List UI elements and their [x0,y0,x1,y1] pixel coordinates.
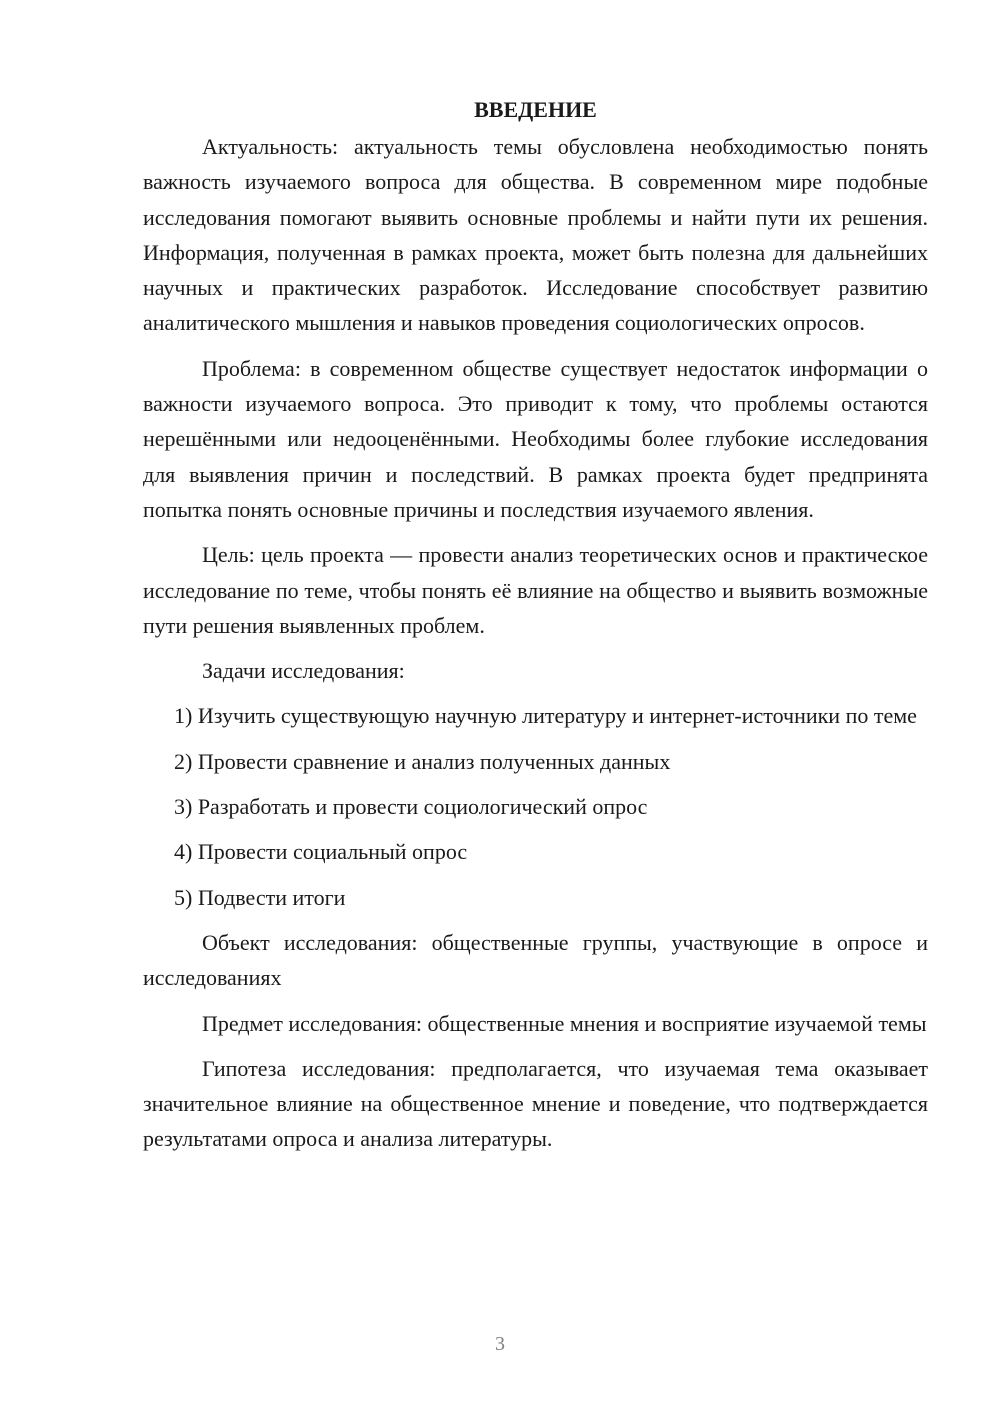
section-title: ВВЕДЕНИЕ [474,97,597,122]
task-item: 2) Провести сравнение и анализ полученных данных [174,748,671,774]
page-number: 3 [495,1333,505,1355]
tasks-list [143,698,928,914]
paragraph-relevance: Актуальность: актуальность темы обусловлена необходимостью понять важность изучаемого вопроса для общества. В современном мире подобные исследования помогают выявить основные проблемы и найти пути их решения. Информация, полученная в рамках проекта, может быть полезна для дальнейших научных и практических разработок. Исследование способствует развитию аналитического мышления и навыков проведения социологических опросов. [143,134,928,336]
paragraph-problem: Проблема: в современном обществе существует недостаток информации о важности изучаемого вопроса. Это приводит к тому, что проблемы остаются нерешёнными или недооценёнными. Необходимы более глубокие исследования для выявления причин и последствий. В рамках проекта будет предпринята попытка понять основные причины и последствия изучаемого явления. [143,355,928,522]
paragraph-hypothesis: Гипотеза исследования: предполагается, что изучаемая тема оказывает значительное влияние на общественное мнение и поведение, что подтверждается результатами опроса и анализа литературы. [143,1055,928,1152]
paragraph-object: Объект исследования: общественные группы, участвующие в опросе и исследованиях [143,929,928,991]
task-item: 5) Подвести итоги [174,884,346,910]
paragraph-subject: Предмет исследования: общественные мнения и восприятие изучаемой темы [202,1010,927,1036]
tasks-heading: Задачи исследования: [202,658,405,684]
task-item: 4) Провести социальный опрос [174,839,468,865]
task-item: 1) Изучить существующую научную литературу и интернет-источники по теме [174,703,917,729]
paragraph-goal: Цель: цель проекта — провести анализ теоретических основ и практическое исследование по теме, чтобы понять её влияние на общество и выявить возможные пути решения выявленных проблем. [143,542,928,638]
document-page [143,92,928,1157]
task-item: 3) Разработать и провести социологический опрос [174,794,648,820]
